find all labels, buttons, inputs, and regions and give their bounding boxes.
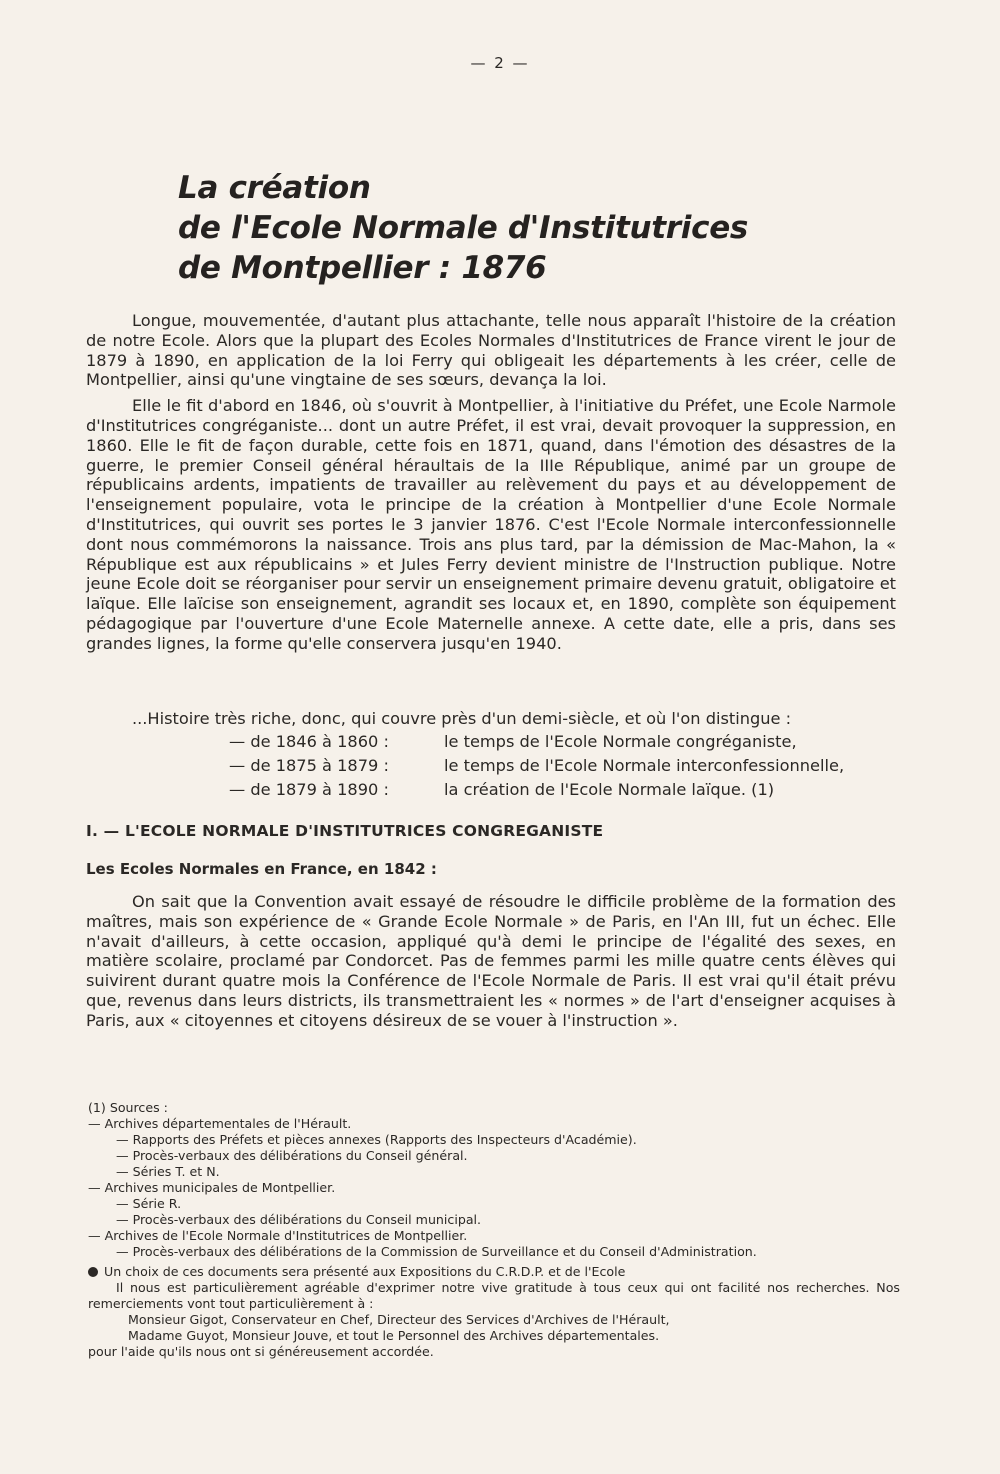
intro-section — [86, 311, 896, 660]
list-item — [229, 754, 896, 778]
article-title — [178, 168, 748, 288]
paragraph: On sait que la Convention avait essayé de résoudre le difficile problème de la formation des maîtres, mais son expérience de « Grande Ecole Normale » de Paris, en l'An III, fut un échec. Elle n'avait d'ailleurs, à cette occasion, appliqué qu'à demi le principe de l'égalité des sexes, en matière scolaire, proclamé par Condorcet. Pas de femmes parmi les mille quatre cents élèves qui suivirent durant quatre mois la Conférence de l'Ecole Normale de Paris. Il est vrai qu'il était prévu que, revenus dans leurs districts, ils transmettraient les « normes » de l'art d'enseigner acquises à Paris, aux « citoyennes et citoyens désireux de se vouer à l'instruction ». — [86, 892, 896, 1030]
convention-section — [86, 892, 896, 1037]
footnote-line: — Archives départementales de l'Hérault. — [88, 1116, 352, 1131]
title-line-3: de Montpellier : 1876 — [178, 250, 547, 286]
list-item — [229, 778, 896, 802]
title-line-2: de l'Ecole Normale d'Institutrices — [178, 210, 749, 246]
footnote-line: — Procès-verbaux des délibérations du Conseil municipal. — [116, 1212, 482, 1227]
sub-heading: Les Ecoles Normales en France, en 1842 : — [86, 860, 437, 878]
exhibit-note-text: Un choix de ces documents sera présenté aux Expositions du C.R.D.P. et de l'Ecole — [104, 1264, 626, 1279]
section-heading: I. — L'ECOLE NORMALE D'INSTITUTRICES CONGREGANISTE — [86, 822, 604, 840]
footnote-line: — Archives municipales de Montpellier. — [88, 1180, 336, 1195]
footnote-line: — Séries T. et N. — [116, 1164, 220, 1179]
paragraph: Longue, mouvementée, d'autant plus attachante, telle nous apparaît l'histoire de la création de notre Ecole. Alors que la plupart des Ecoles Normales d'Institutrices de France virent le jour de 1879 à 1890, en application de la loi Ferry qui obligeait les départements à les créer, celle de Montpellier, ainsi qu'une vingtaine de ses sœurs, devança la loi. — [86, 311, 896, 390]
period-dates: — de 1879 à 1890 : — [229, 780, 389, 799]
periods-list — [86, 708, 896, 802]
footnote-line: — Procès-verbaux des délibérations du Conseil général. — [116, 1148, 468, 1163]
period-dates: — de 1875 à 1879 : — [229, 756, 389, 775]
footnote-heading: (1) Sources : — [88, 1100, 168, 1115]
list-item — [229, 730, 896, 754]
period-dates: — de 1846 à 1860 : — [229, 732, 389, 751]
paragraph: Elle le fit d'abord en 1846, où s'ouvrit à Montpellier, à l'initiative du Préfet, une Ecole Narmole d'Institutrices congréganiste... dont un autre Préfet, il est vrai, devait provoquer la suppression, en 1860. Elle le fit de façon durable, cette fois en 1871, quand, dans l'émotion des désastres de la guerre, le premier Conseil général héraultais de la IIIe République, animé par un groupe de républicains ardents, impatients de travailler au relèvement du pays et au développement de l'enseignement populaire, vota le principe de la création à Montpellier d'une Ecole Normale d'Institutrices, qui ouvrit ses portes le 3 janvier 1876. C'est l'Ecole Normale interconfessionnelle dont nous commémorons la naissance. Trois ans plus tard, par la démission de Mac-Mahon, la « République est aux républicains » et Jules Ferry devient ministre de l'Instruction publique. Notre jeune Ecole doit se réorganiser pour servir un enseignement primaire devenu gratuit, obligatoire et laïque. Elle laïcise son enseignement, agrandit ses locaux et, en 1890, complète son équipement pédagogique par l'ouverture d'une Ecole Maternelle annexe. A cette date, elle a pris, dans ses grandes lignes, la forme qu'elle conservera jusqu'en 1940. — [86, 396, 896, 653]
period-label: la création de l'Ecole Normale laïque. (1) — [444, 780, 775, 799]
footnote-line: — Rapports des Préfets et pièces annexes (Rapports des Inspecteurs d'Académie). — [116, 1132, 637, 1147]
thanks-line: Monsieur Gigot, Conservateur en Chef, Directeur des Services d'Archives de l'Hérault, — [128, 1312, 670, 1327]
list-lead: ...Histoire très riche, donc, qui couvre près d'un demi-siècle, et où l'on distingue : — [132, 709, 792, 728]
footnotes — [88, 1100, 900, 1360]
title-line-1: La création — [178, 170, 371, 206]
page-number: — 2 — — [470, 54, 530, 72]
footnote-line: — Archives de l'Ecole Normale d'Institutrices de Montpellier. — [88, 1228, 468, 1243]
exhibit-note — [88, 1264, 900, 1280]
bullet-icon — [88, 1267, 98, 1277]
footnote-line: — Série R. — [116, 1196, 182, 1211]
thanks-text: Il nous est particulièrement agréable d'exprimer notre vive gratitude à tous ceux qui ont facilité nos recherches. Nos remerciements vont tout particulièrement à : — [88, 1280, 900, 1311]
period-label: le temps de l'Ecole Normale congréganiste, — [444, 732, 797, 751]
footnote-line: — Procès-verbaux des délibérations de la Commission de Surveillance et du Conseil d'Administration. — [116, 1244, 757, 1259]
period-label: le temps de l'Ecole Normale interconfessionnelle, — [444, 756, 845, 775]
thanks-closing: pour l'aide qu'ils nous ont si généreusement accordée. — [88, 1344, 434, 1359]
thanks-line: Madame Guyot, Monsieur Jouve, et tout le Personnel des Archives départementales. — [128, 1328, 660, 1343]
